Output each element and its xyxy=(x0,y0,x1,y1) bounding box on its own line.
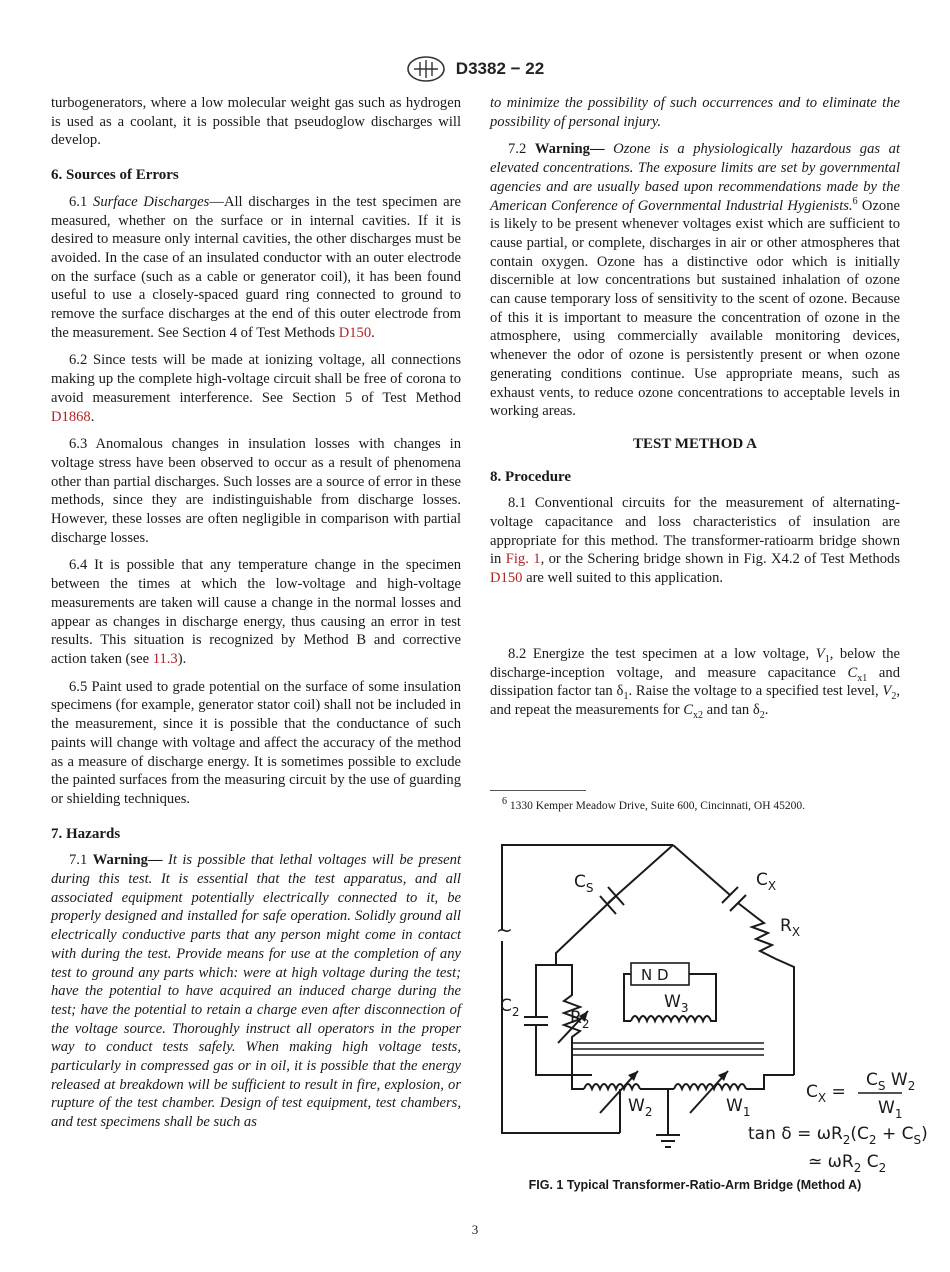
footnote-rule xyxy=(490,790,586,791)
document-code: D3382 − 22 xyxy=(455,59,545,78)
arrowheads xyxy=(579,1011,728,1081)
footnote: $^6$ 1330 Kemper Meadow Drive, Suite 600, Cincinnati, OH 45200. xyxy=(502,796,805,812)
astm-logo xyxy=(406,56,446,82)
paragraph-6-5: 6.5 Paint used to grade potential on the surface of some insulation specimens (for example, generator stator coil) shall not be included in the measurement, since it is possible that the conductance of such paints will change with voltage and affect the accuracy of the method as a measure of discharge energy. It is sometimes possible to exclude the painted surfaces from the measuring circuit by the use of guarding or shielding techniques. xyxy=(51,678,461,807)
eq2: $\tan \delta = \omega R_2(C_2 + C_S)$ xyxy=(748,1124,928,1147)
right-column xyxy=(490,94,900,729)
cs-upper-wire xyxy=(608,845,673,903)
paragraph-8-2: 8.2 Energize the test specimen at a low voltage, $V_1$, below the discharge-inception voltage, and measure capacitance $C_{x1}$ and dissipation factor $\tan \delta_1$. Raise the voltage to a specified test level, $V_2$, and repeat the measurements for $C_{x2}$ and $\tan \delta_2$. xyxy=(490,645,900,721)
cx-label: $C_X$ xyxy=(756,870,777,893)
ref-fig1-link[interactable]: Fig. 1 xyxy=(505,551,541,568)
rx-label: $R_X$ xyxy=(780,916,801,939)
c2-upper-wire xyxy=(536,965,556,1017)
w3-coil xyxy=(631,1016,711,1021)
paragraph-6-1: 6.1 Surface Discharges—All discharges in the test specimen are measured, whether on the surface or in internal cavities. If it is desired to measure only internal cavities, the other discharges must be avoided. In the case of an insulated conductor with an outer electrode on the surface (such as a cable or generator coil), it has been found useful to use a closely-spaced guard ring connected to ground to remove the surface discharges at the end of this outer electrode from the measurement. See Section 4 of Test Methods D150. xyxy=(51,193,462,341)
footnote-marker: 6 xyxy=(852,195,858,207)
paragraph-7-1: 7.1 Warning— It is possible that lethal voltages will be present during this test. It is essential that the test apparatus, and all associated equipment potentially electrically connected to it, be properly designed and installed for safe operation. Solidly ground all electrically conductive parts that any person might come in contact with during the test. Provide means for use at the completion of any test to ground any parts which: were at high voltage during the test; have the potential to have acquired an induced charge during the test; have the potential to retain a charge even after disconnection of the voltage source. Thoroughly instruct all operators in the proper way to conduct tests safely. When making high voltage tests, particularly in compressed gas or in oil, it is possible that the energy released at breakdown will be sufficient to result in fire, explosion, or rupture of the test chamber. Design of test equipment, test chambers, and test specimens shall be such as xyxy=(51,852,462,1131)
section-8-heading: 8. Procedure xyxy=(490,468,572,485)
eq1-lhs: $C_X$ = xyxy=(806,1082,846,1105)
section-7-heading: 7. Hazards xyxy=(51,825,121,842)
w3-right-wire xyxy=(689,974,716,1021)
cx-upper-wire xyxy=(673,845,730,895)
bridge-circuit-figure xyxy=(488,835,928,1175)
page-header xyxy=(0,56,950,82)
test-method-a-heading: TEST METHOD A xyxy=(633,435,757,452)
paragraph-7-2: 7.2 Warning— Ozone is a physiologically hazardous gas at elevated concentrations. The exposure limits are set by governmental agencies and are usually based upon recommendations made by the American Conference of Governmental Industrial Hygienists.$^6$ Ozone is likely to be present whenever voltages exist which are sufficient to cause partial, or complete, discharges in air or other atmospheres that contain oxygen. Ozone has a distinctive odor which is initially discernible at low concentrations but sustained inhalation of ozone can cause temporary loss of sensitivity to the scent of ozone. Because of this it is important to measure the concentration of ozone in the atmosphere, using commercially available monitoring devices, whenever the odor of ozone is persistently present or when ozone generating conditions continue. Use appropriate means, such as exhaust vents, to reduce ozone concentrations to acceptable levels in working areas. xyxy=(490,141,900,420)
intro-paragraph: turbogenerators, where a low molecular weight gas such as hydrogen is used as a coolant, it is possible that pseudoglow discharges will develop. xyxy=(51,95,461,149)
left-wire xyxy=(502,941,620,1133)
paragraph-6-2: 6.2 Since tests will be made at ionizing voltage, all connections making up the complete high-voltage circuit shall be free of corona to avoid measurement interference. See Section 5 of Test Method D1868. xyxy=(51,352,461,425)
cs-lower-wire xyxy=(556,896,616,965)
w3-left-wire xyxy=(624,974,631,1021)
section-6-heading: 6. Sources of Errors xyxy=(51,167,179,184)
eq3: ≃ $\omega R_2$ $C_2$ xyxy=(808,1152,887,1175)
paragraph-6-3: 6.3 Anomalous changes in insulation losses with changes in voltage stress have been observed to occur as a result of phenomena other than partial discharges. Such losses are a source of error in these methods, since they are indistinguishable from discharge losses. However, these losses are often negligible in comparison with partial discharge losses. xyxy=(51,436,461,546)
w1-label: $W_1$ xyxy=(726,1096,751,1119)
circuit-diagram xyxy=(488,835,928,1175)
r2-label: $R_2$ xyxy=(570,1008,590,1031)
c2-label: $C_2$ xyxy=(500,996,520,1019)
w2-coil xyxy=(584,1084,640,1089)
paragraph-8-1: 8.1 Conventional circuits for the measurement of alternating-voltage capacitance and loss characteristics of insulation are appropriate for this method. The transformer-ratioarm bridge shown in Fig. 1, or the Schering bridge shown in Fig. X4.2 of Test Methods D150 are well suited to this application. xyxy=(490,495,901,587)
source-symbol: ~ xyxy=(496,918,513,942)
page-number: 3 xyxy=(471,1222,479,1237)
c2-lower-wire xyxy=(536,1025,592,1075)
ref-11-3-link[interactable]: 11.3 xyxy=(152,650,178,667)
eq1-denominator: $W_1$ xyxy=(878,1098,903,1121)
nd-label: N D xyxy=(641,966,669,984)
left-column xyxy=(51,94,461,1141)
figure-caption: FIG. 1 Typical Transformer-Ratio-Arm Bridge (Method A) xyxy=(528,1178,862,1192)
ref-d150-link-2[interactable]: D150 xyxy=(490,570,523,587)
ref-d1868-link[interactable]: D1868 xyxy=(51,408,91,425)
w2-left-wire xyxy=(572,1075,584,1089)
ref-d150-link[interactable]: D150 xyxy=(338,324,372,341)
eq1-numerator: $C_S$ $W_2$ xyxy=(866,1070,916,1093)
w1-coil xyxy=(674,1084,746,1089)
w3-label: $W_3$ xyxy=(664,992,689,1015)
w1-right-wire xyxy=(746,1075,794,1089)
paragraph-6-4: 6.4 It is possible that any temperature change in the specimen between the times at which the low-voltage and high-voltage measurements are taken will cause a change in the normal losses and appear as changes in discharge energy, thus causing an error in test results. This situation is recognized by Method B and corrective action taken (see 11.3). xyxy=(51,557,461,667)
paragraph-7-1-continued: to minimize the possibility of such occurrences and to eliminate the possibility of personal injury. xyxy=(490,95,900,130)
cs-label: $C_S$ xyxy=(574,872,594,895)
w2-label: $W_2$ xyxy=(628,1096,653,1119)
